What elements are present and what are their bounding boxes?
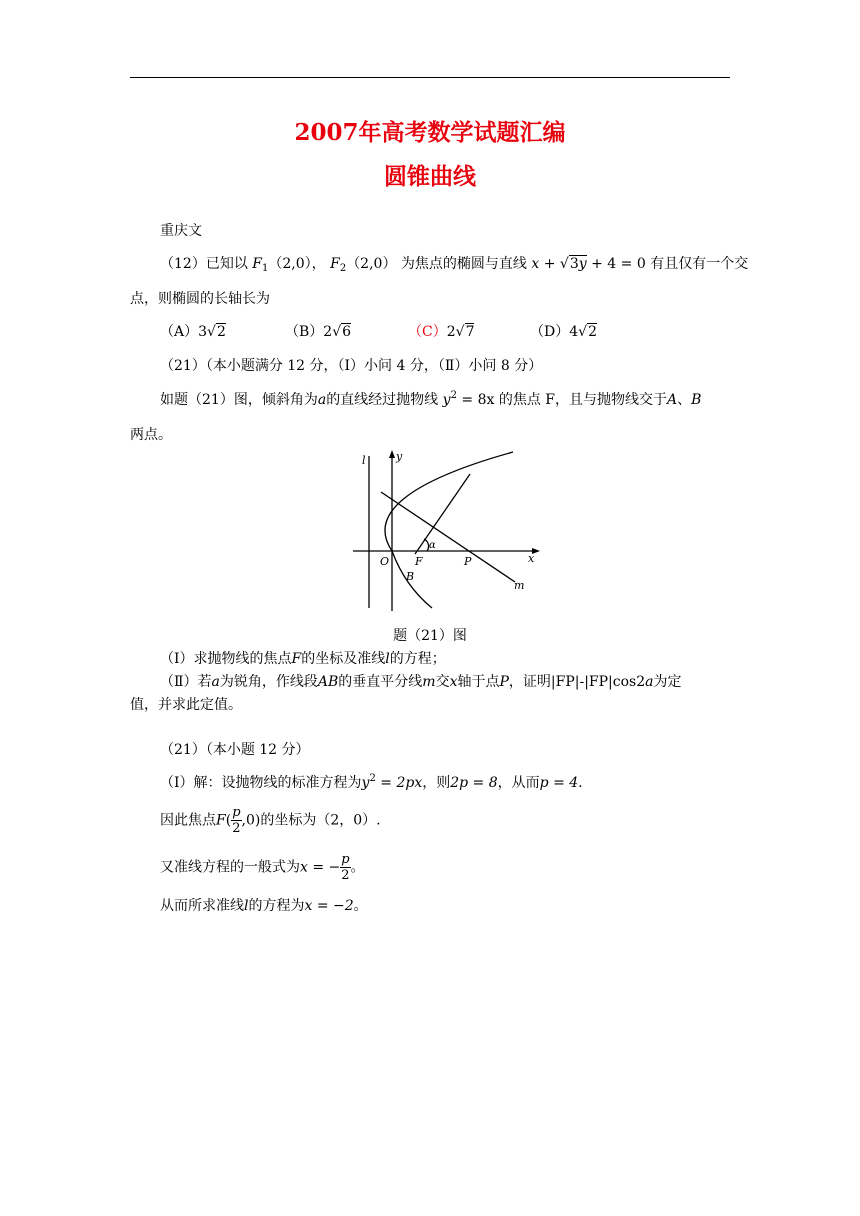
q12-option-c: （C）2√7 bbox=[408, 324, 475, 340]
label-alpha: α bbox=[429, 540, 436, 551]
header-rule bbox=[130, 77, 730, 78]
label-b: B bbox=[406, 570, 415, 583]
q21-part2-line2: 值，并求此定值。 bbox=[130, 697, 242, 713]
doc-subtitle: 圆锥曲线 bbox=[384, 163, 476, 190]
q12-option-b: （B）2√6 bbox=[285, 324, 352, 340]
label-y: y bbox=[396, 450, 403, 463]
q21-part2-line1: （Ⅱ）若a为锐角，作线段AB的垂直平分线m交x轴于点P，证明|FP|-|FP|cos2a为定 bbox=[160, 674, 682, 690]
q21-stem-line2: 两点。 bbox=[130, 427, 172, 443]
doc-title: 2007年高考数学试题汇编 bbox=[294, 119, 566, 146]
solution-step3: 又准线方程的一般式为x = − $\frac{p}{2}$ 。 bbox=[160, 852, 365, 883]
section-label: 重庆文 bbox=[160, 223, 202, 239]
label-p: P bbox=[464, 555, 472, 568]
label-x: x bbox=[528, 552, 535, 565]
q12-stem-line2: 点，则椭圆的长轴长为 bbox=[130, 291, 270, 307]
q12-option-a: （A）3√2 bbox=[160, 324, 226, 340]
solution-step1: （Ⅰ）解：设抛物线的标准方程为$y^2 = 2px$，则2p = 8，从而p = 4. bbox=[160, 773, 583, 791]
q21-stem-line1: 如题（21）图，倾斜角为a的直线经过抛物线 $y^2 = 8x$ 的焦点 F，且与抛物线交于A、B bbox=[160, 390, 702, 408]
label-m: m bbox=[514, 579, 525, 592]
q21-part1: （Ⅰ）求抛物线的焦点F的坐标及准线l的方程； bbox=[160, 651, 446, 667]
label-f: F bbox=[415, 555, 423, 568]
solution-step4: 从而所求准线l的方程为x = −2。 bbox=[160, 898, 368, 914]
solution-step2: 因此焦点F( $\frac{p}{2}$ ,0)的坐标为（2，0）. bbox=[160, 805, 381, 836]
q12-option-d: （D）4√2 bbox=[530, 324, 597, 340]
label-l: l bbox=[362, 454, 366, 467]
figure-caption: 题（21）图 bbox=[393, 628, 467, 644]
q12-stem-line1: （12）已知以 $F_1(2,0)$， $F_2(2,0)$ 为焦点的椭圆与直线 x + √3y + 4 = 0 有且仅有一个交 bbox=[160, 256, 749, 274]
y-arrow bbox=[389, 450, 395, 458]
label-o: O bbox=[380, 555, 390, 568]
q21-header: （21）（本小题满分 12 分，（Ⅰ）小问 4 分，（Ⅱ）小问 8 分） bbox=[160, 358, 543, 374]
solution-header: （21）（本小题 12 分） bbox=[160, 742, 310, 758]
parabola-curve bbox=[385, 452, 513, 608]
parabola-figure bbox=[345, 446, 545, 616]
